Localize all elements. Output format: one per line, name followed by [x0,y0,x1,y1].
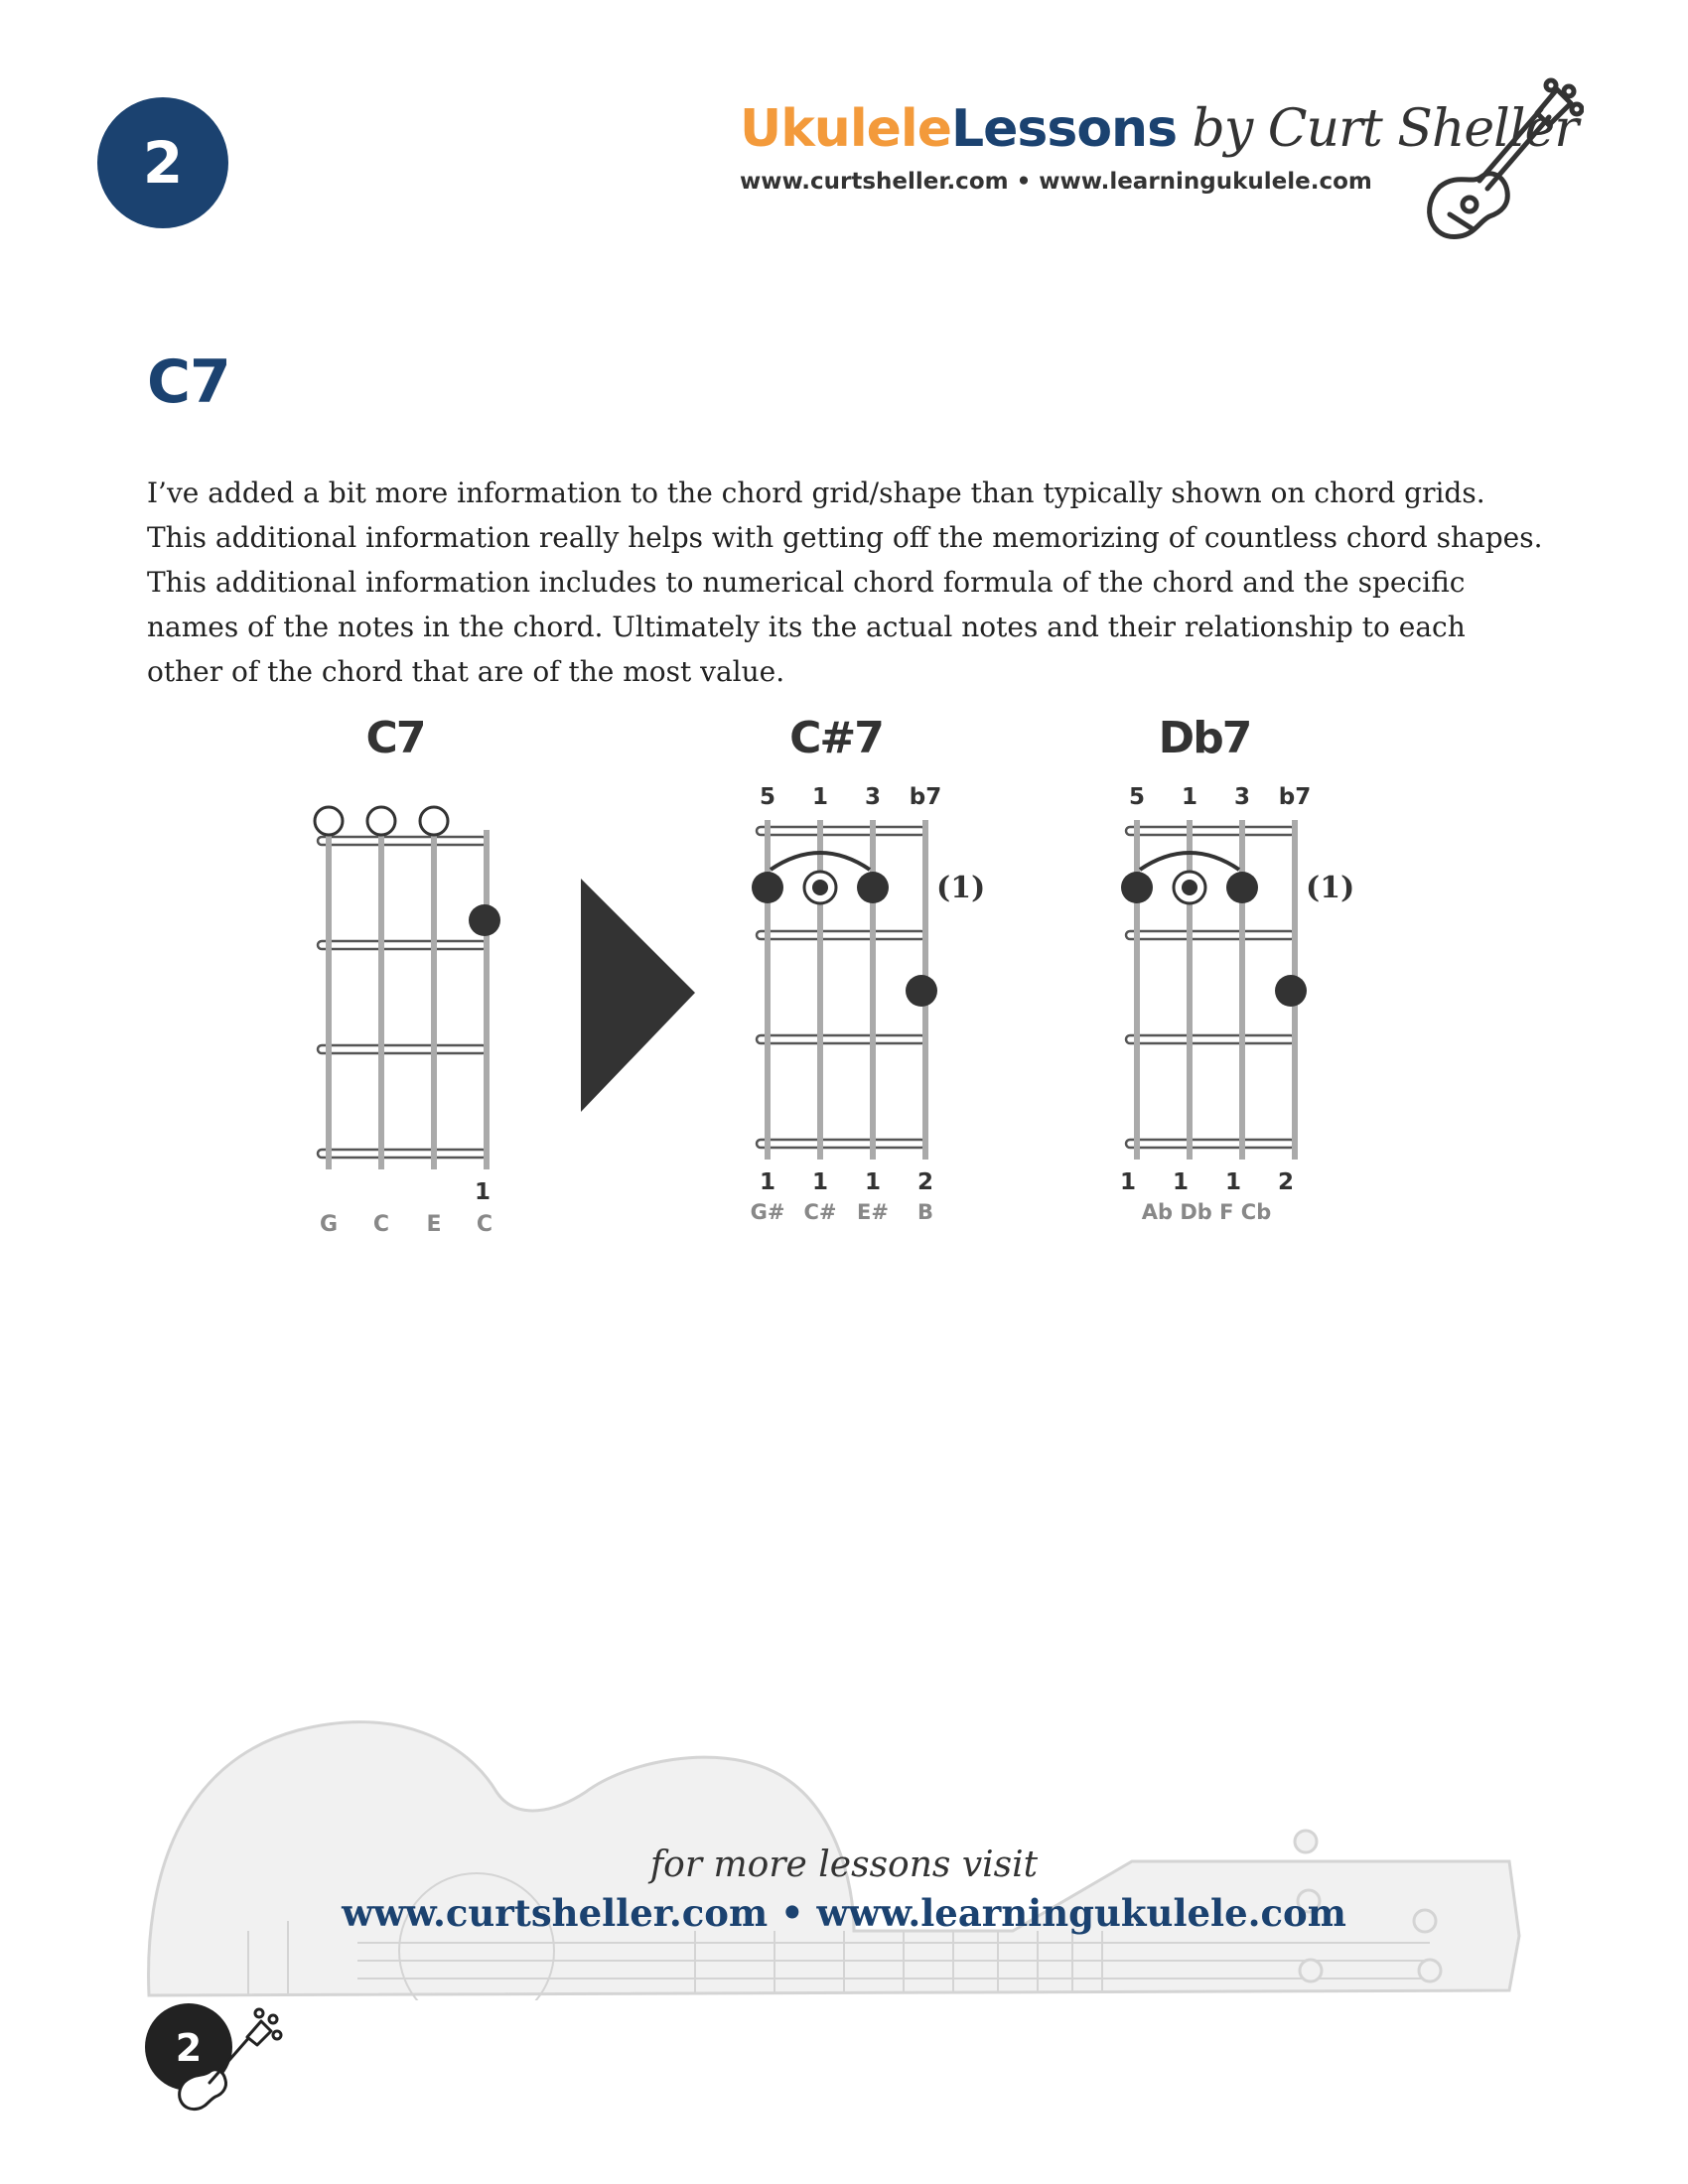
note-label: G# [750,1200,785,1224]
footer-visit-text: for more lessons visit [649,1844,1039,1885]
finger-label: 1 [1172,1169,1190,1195]
ukulele-icon [1410,77,1584,251]
root-dot [804,872,836,903]
finger-dot [857,872,889,903]
finger-label: 1 [474,1179,492,1205]
finger-label: 1 [1224,1169,1242,1195]
note-label: E [426,1212,442,1237]
degree-label: b7 [909,784,942,810]
finger-dot [906,975,937,1007]
chord-grid-db7 [1104,774,1382,1231]
frets [1126,827,1295,1148]
note-label: C [372,1212,390,1237]
footer-page-badge [144,1995,283,2115]
ukulele-watermark [139,1683,1549,2000]
note-names [320,1212,492,1237]
degree-label: 1 [811,784,829,810]
finger-label: 1 [811,1169,829,1195]
body-paragraph: I’ve added a bit more information to the chord grid/shape than typically shown on chord grids. This additional information really helps with getting off the memorizing of countless chord shapes. This additional information includes to numerical chord formula of the chord and the specific names of the notes in the chord. Ultimately its the actual notes and their relationship to each other of the chord that are of the most value. [147,477,1543,688]
chord-diagrams [0,695,1688,1271]
brand-logo [740,99,1579,218]
note-label: C# [803,1200,837,1224]
degree-label: 5 [1128,784,1146,810]
note-label: B [916,1200,934,1224]
footer-page-number: 2 [175,2026,203,2070]
finger-label: 2 [916,1169,934,1195]
degree-label: 3 [1233,784,1251,810]
finger-label: 1 [864,1169,882,1195]
chord-grid-c7 [298,794,516,1251]
chord-name-csharp7: C#7 [789,713,883,763]
strings [329,830,487,1169]
brand-title-lessons: Lessons [951,99,1178,159]
finger-label: 2 [1277,1169,1295,1195]
note-names: Ab Db F Cb [1141,1200,1272,1224]
strings [768,820,925,1160]
fret-position-label: (1) [1306,871,1355,905]
note-names [751,1200,933,1224]
next-arrow-icon [581,874,700,1122]
note-label: C [476,1212,493,1237]
finger-dot [1275,975,1307,1007]
brand-title-ukulele: Ukulele [740,99,952,159]
root-dot [1174,872,1205,903]
finger-dot [469,904,500,936]
note-label: E# [857,1200,889,1224]
chord-name-db7: Db7 [1158,713,1251,763]
finger-labels [760,1169,933,1195]
page-number: 2 [142,129,184,197]
frets [318,837,487,1158]
degree-label: b7 [1278,784,1312,810]
footer-urls: www.curtsheller.com • www.learningukulele.com [342,1891,1346,1935]
degree-label: 3 [864,784,882,810]
brand-urls: www.curtsheller.com • www.learningukulele.com [740,169,1372,195]
section-title: C7 [147,347,230,417]
degree-label: 1 [1181,784,1198,810]
finger-dot [1226,872,1258,903]
finger-labels [1120,1169,1294,1195]
brand-title-author: by Curt Sheller [1177,99,1579,159]
finger-dot [752,872,783,903]
chord-grid-csharp7 [735,774,1013,1231]
finger-label: 1 [759,1169,776,1195]
finger-dot [1121,872,1153,903]
open-string-markers [315,807,448,835]
page-number-badge [97,97,228,228]
fret-position-label: (1) [936,871,986,905]
frets [757,827,925,1148]
degree-label: 5 [759,784,776,810]
chord-name-c7: C7 [365,713,425,763]
finger-label: 1 [1119,1169,1137,1195]
strings [1137,820,1295,1160]
degree-labels [1129,784,1311,810]
note-label: G [319,1212,339,1237]
degree-labels [760,784,941,810]
